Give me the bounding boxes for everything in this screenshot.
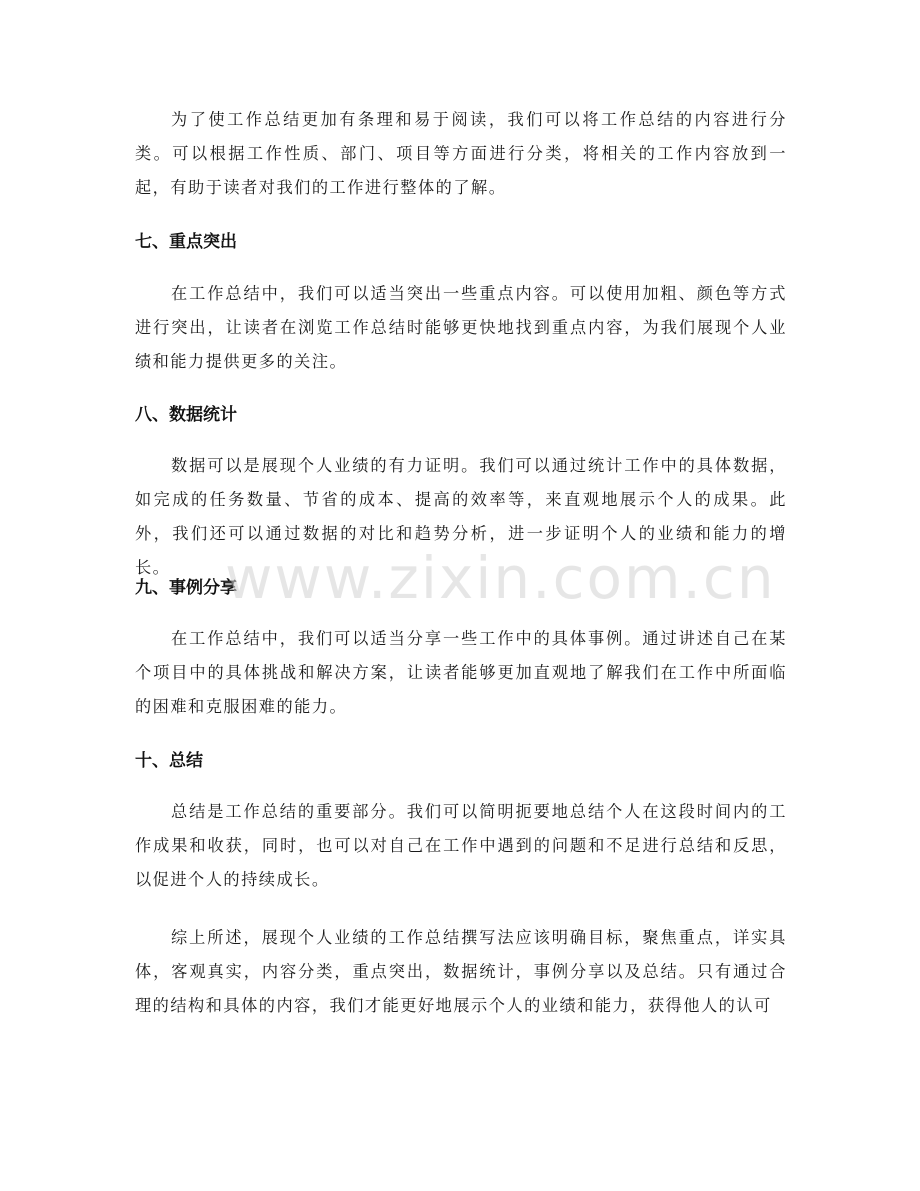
heading-section-7: 七、重点突出 [135, 232, 237, 252]
paragraph-statistics: 数据可以是展现个人业绩的有力证明。我们可以通过统计工作中的具体数据，如完成的任务数量、节省的成本、提高的效率等，来直观地展示个人的成果。此外，我们还可以通过数据的对比和趋势分析，进一步证明个人的业绩和能力的增长。 [135, 456, 787, 577]
heading-section-8: 八、数据统计 [135, 405, 237, 425]
paragraph-conclusion: 综上所述，展现个人业绩的工作总结撰写法应该明确目标，聚焦重点，详实具体，客观真实，内容分类，重点突出，数据统计，事例分享以及总结。只有通过合理的结构和具体的内容，我们才能更好地展示个人的业绩和能力，获得他人的认可 [135, 928, 787, 1015]
paragraph-classification: 为了使工作总结更加有条理和易于阅读，我们可以将工作总结的内容进行分类。可以根据工作性质、部门、项目等方面进行分类，将相关的工作内容放到一起，有助于读者对我们的工作进行整体的了解。 [135, 110, 787, 197]
heading-section-9: 九、事例分享 [135, 578, 237, 598]
paragraph-summary: 总结是工作总结的重要部分。我们可以简明扼要地总结个人在这段时间内的工作成果和收获，同时，也可以对自己在工作中遇到的问题和不足进行总结和反思，以促进个人的持续成长。 [135, 802, 787, 889]
heading-section-10: 十、总结 [135, 751, 203, 771]
paragraph-highlight: 在工作总结中，我们可以适当突出一些重点内容。可以使用加粗、颜色等方式进行突出，让读者在浏览工作总结时能够更快地找到重点内容，为我们展现个人业绩和能力提供更多的关注。 [135, 284, 787, 371]
watermark: www.zixin.com.cn [225, 544, 776, 612]
paragraph-examples: 在工作总结中，我们可以适当分享一些工作中的具体事例。通过讲述自己在某个项目中的具体挑战和解决方案，让读者能够更加直观地了解我们在工作中所面临的困难和克服困难的能力。 [135, 629, 787, 716]
